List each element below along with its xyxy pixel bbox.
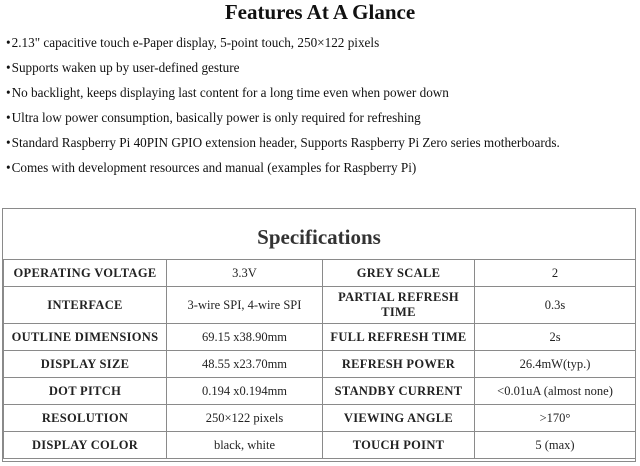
spec-label: DISPLAY COLOR <box>4 432 167 459</box>
spec-label: DISPLAY SIZE <box>4 351 167 378</box>
feature-text: Comes with development resources and manual (examples for Raspberry Pi) <box>11 160 417 175</box>
spec-value: 0.3s <box>475 287 636 324</box>
spec-label: GREY SCALE <box>323 260 475 287</box>
table-row <box>4 324 636 351</box>
table-row <box>4 405 636 432</box>
specifications-title: Specifications <box>257 225 381 249</box>
spec-value: 69.15 x38.90mm <box>167 324 323 351</box>
spec-value: 48.55 x23.70mm <box>167 351 323 378</box>
feature-text: 2.13" capacitive touch e-Paper display, 5-point touch, 250×122 pixels <box>11 35 380 50</box>
spec-value: 250×122 pixels <box>167 405 323 432</box>
feature-item <box>6 59 638 84</box>
feature-item <box>6 34 638 59</box>
spec-value: <0.01uA (almost none) <box>475 378 636 405</box>
spec-label: PARTIAL REFRESH TIME <box>323 287 475 324</box>
spec-label: OUTLINE DIMENSIONS <box>4 324 167 351</box>
bullet-icon: • <box>6 60 11 75</box>
spec-value: 3-wire SPI, 4-wire SPI <box>167 287 323 324</box>
spec-value: 5 (max) <box>475 432 636 459</box>
table-row <box>4 351 636 378</box>
bullet-icon: • <box>6 160 11 175</box>
spec-value: 26.4mW(typ.) <box>475 351 636 378</box>
table-row <box>4 432 636 459</box>
specifications-table <box>3 259 636 459</box>
spec-value: 2s <box>475 324 636 351</box>
feature-text: Standard Raspberry Pi 40PIN GPIO extension header, Supports Raspberry Pi Zero series motherboards. <box>11 135 560 150</box>
feature-text: Supports waken up by user-defined gesture <box>11 60 240 75</box>
spec-label: VIEWING ANGLE <box>323 405 475 432</box>
feature-item <box>6 159 638 184</box>
bullet-icon: • <box>6 35 11 50</box>
feature-item <box>6 134 638 159</box>
feature-item <box>6 109 638 134</box>
spec-value: 3.3V <box>167 260 323 287</box>
spec-label: OPERATING VOLTAGE <box>4 260 167 287</box>
feature-text: Ultra low power consumption, basically power is only required for refreshing <box>11 110 421 125</box>
bullet-icon: • <box>6 85 11 100</box>
spec-label: FULL REFRESH TIME <box>323 324 475 351</box>
spec-label: TOUCH POINT <box>323 432 475 459</box>
table-row <box>4 287 636 324</box>
spec-label: REFRESH POWER <box>323 351 475 378</box>
feature-item <box>6 84 638 109</box>
features-list <box>6 34 638 184</box>
spec-label: RESOLUTION <box>4 405 167 432</box>
spec-value: >170° <box>475 405 636 432</box>
spec-label: INTERFACE <box>4 287 167 324</box>
features-title: Features At A Glance <box>224 0 416 24</box>
table-row <box>4 260 636 287</box>
specifications-panel <box>2 208 636 462</box>
spec-label: STANDBY CURRENT <box>323 378 475 405</box>
table-row <box>4 378 636 405</box>
spec-value: 2 <box>475 260 636 287</box>
spec-value: 0.194 x0.194mm <box>167 378 323 405</box>
spec-value: black, white <box>167 432 323 459</box>
spec-label: DOT PITCH <box>4 378 167 405</box>
bullet-icon: • <box>6 110 11 125</box>
bullet-icon: • <box>6 135 11 150</box>
feature-text: No backlight, keeps displaying last content for a long time even when power down <box>11 85 449 100</box>
